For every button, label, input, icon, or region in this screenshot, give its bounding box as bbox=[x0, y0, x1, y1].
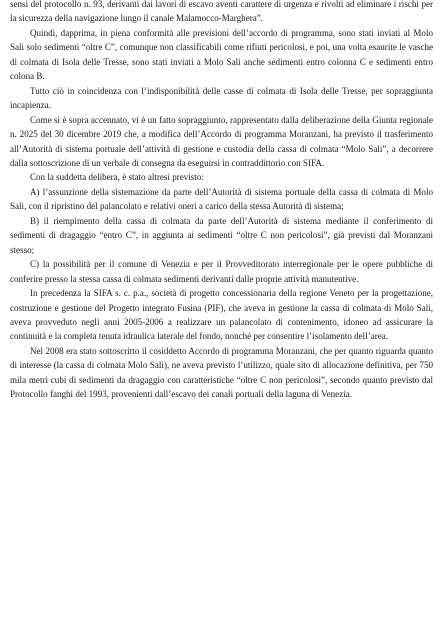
paragraph-2: Quindi, dapprima, in piena conformità alle previsioni dell’accordo di programma, sono stati inviati al Molo Sali solo sedimenti “oltre C”, comunque non classificabili come rifiuti pericolosi, e poi, una volta esaurite le vasche di colmata di Isola delle Tresse, sono stati inviati a Molo Sali anche sedimenti entro colonna C e sedimenti entro colona B. bbox=[10, 27, 433, 82]
paragraph-3: Tutto ciò in coincidenza con l’indisponibilità delle casse di colmata di Isola delle Tresse, per sopraggiunta incapienza. bbox=[10, 85, 433, 111]
list-item-a: A) l’assunzione della sistemazione da parte dell’Autorità di sistema portuale della cassa di colmata di Molo Sali, con il ripristino del palancolato e relativi oneri a carico della stessa Autorità di sistema; bbox=[10, 186, 433, 212]
list-item-c: C) la possibilità per il comune di Venezia e per il Provveditorato interregionale per le opere pubbliche di conferire presso la stessa cassa di colmata sedimenti derivanti dalle proprie attività manutentive. bbox=[10, 259, 433, 284]
paragraph-5: Con la suddetta delibera, è stato altresì previsto: bbox=[30, 172, 204, 183]
paragraph-7: Nel 2008 era stato sottoscritto il cosiddetto Accordo di programma Moranzani, che per quanto riguarda quanto di interesse (la cassa di colmata Molo Sali), ne aveva previsto l’utilizzo, quale sito di allocazione definitiva, per 750 mila metri cubi di sedimenti da dragaggio con caratteristiche “oltre C non pericolosi”, secondo quanto previsto dal Protocollo fanghi del 1993, provenienti dall’escavo dei canali portuali della laguna di Venezia. bbox=[10, 345, 433, 400]
paragraph-1: sensi del protocollo n. 93, derivanti dai lavori di escavo aventi carattere di urgenza e rivolti ad eliminare i rischi per la sicurezza della navigazione lungo il canale Malamocco-Marghera”. bbox=[10, 0, 433, 24]
list-item-b: B) il riempimento della cassa di colmata da parte dell’Autorità di sistema mediante il conferimento di sedimenti di dragaggio “entro C”, in aggiunta ai sedimenti “oltre C non pericolosi”, già previsti dal Moranzani stesso; bbox=[10, 215, 433, 255]
paragraph-6: In precedenza la SIFA s. c. p.a., società di progetto concessionaria della regione Veneto per la progettazione, costruzione e gestione del Progetto integrato Fusina (PIF), che aveva in gestione la cassa di colmata di Molo Sali, aveva provveduto negli anni 2005-2006 a realizzare un palancolato di contenimento, idoneo ad assicurare la continuità e la completa tenuta idraulica laterale del fondo, nonché per consentire l’isolamento dell’area. bbox=[10, 288, 433, 342]
document-body bbox=[10, 0, 433, 402]
paragraph-4: Come si è sopra accennato, vi è un fatto sopraggiunto, rappresentato dalla deliberazione della Giunta regionale n. 2025 del 30 dicembre 2019 che, a modifica dell’Accordo di programma Moranzani, ha previsto il trasferimento all’Autorità di sistema portuale dell’attività di gestione e custodia della cassa di colmata “Molo Sali”, a decorrere dalla sottoscrizione di un verbale di consegna da eseguirsi in contraddittorio con SIFA. bbox=[10, 114, 433, 168]
